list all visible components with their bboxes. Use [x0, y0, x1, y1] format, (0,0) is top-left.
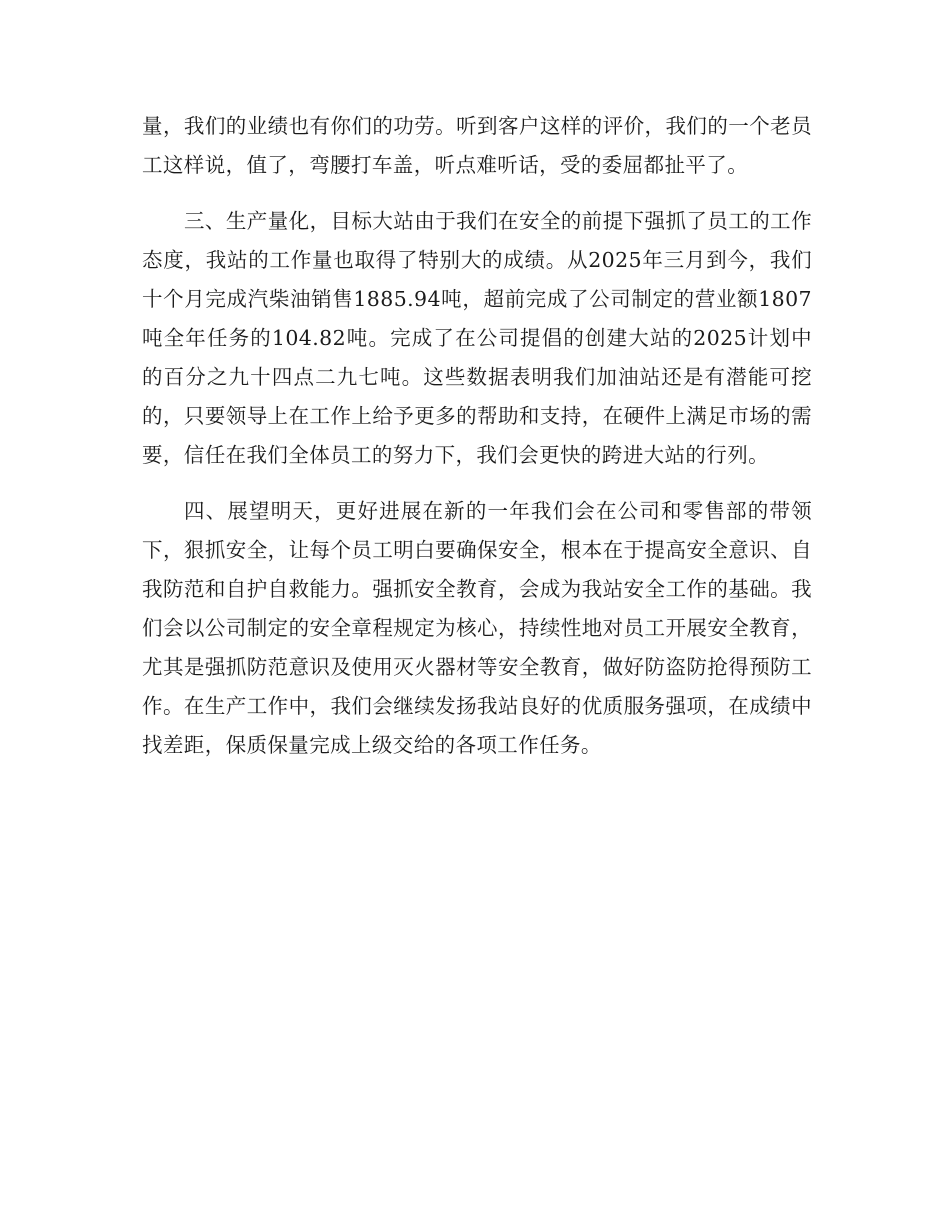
paragraph-outlook: 四、展望明天，更好进展在新的一年我们会在公司和零售部的带领下，狠抓安全，让每个员工明白要确保安全，根本在于提高安全意识、自我防范和自护自救能力。强抓安全教育，会成为我站安全工作的基础。我们会以公司制定的安全章程规定为核心，持续性地对员工开展安全教育，尤其是强抓防范意识及使用灭火器材等安全教育，做好防盗防抢得预防工作。在生产工作中，我们会继续发扬我站良好的优质服务强项，在成绩中找差距，保质保量完成上级交给的各项工作任务。	[142, 499, 812, 757]
paragraph-production: 三、生产量化，目标大站由于我们在安全的前提下强抓了员工的工作态度，我站的工作量也取得了特别大的成绩。从2025年三月到今，我们十个月完成汽柴油销售1885.94吨，超前完成了公司制定的营业额1807吨全年任务的104.82吨。完成了在公司提倡的创建大站的2025计划中的百分之九十四点二九七吨。这些数据表明我们加油站还是有潜能可挖的，只要领导上在工作上给予更多的帮助和支持，在硬件上满足市场的需要，信任在我们全体员工的努力下，我们会更快的跨进大站的行列。	[142, 209, 812, 467]
paragraph-continuation: 量，我们的业绩也有你们的功劳。听到客户这样的评价，我们的一个老员工这样说，值了，弯腰打车盖，听点难听话，受的委屈都扯平了。	[142, 114, 812, 177]
document-body	[142, 107, 812, 782]
